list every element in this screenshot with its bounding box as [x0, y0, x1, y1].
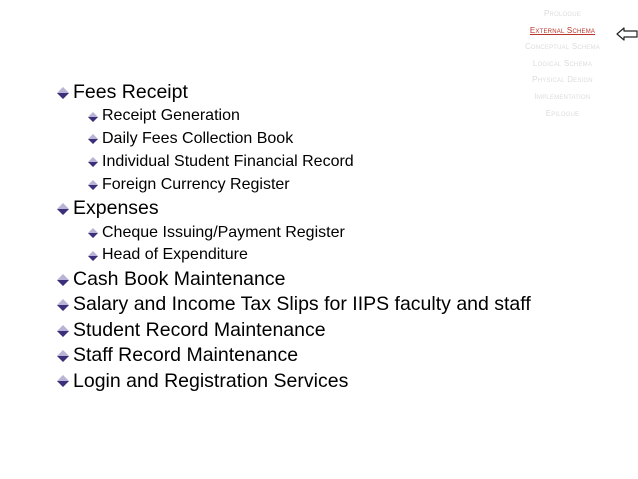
- list-item: [57, 292, 632, 317]
- diamond-bullet-icon: [88, 157, 98, 167]
- list-item-label: Expenses: [73, 197, 159, 220]
- list-item: [57, 151, 632, 174]
- list-item-label: Login and Registration Services: [73, 369, 349, 392]
- list-item-label: Daily Fees Collection Book: [102, 130, 294, 148]
- list-item-label: Salary and Income Tax Slips for IIPS faculty and staff: [73, 293, 531, 316]
- nav-item-implementation[interactable]: Implementation: [534, 91, 591, 101]
- diamond-bullet-icon: [57, 203, 69, 215]
- diamond-bullet-icon: [57, 375, 69, 387]
- list-item: [57, 128, 632, 151]
- diamond-bullet-icon: [57, 87, 69, 99]
- diamond-bullet-icon: [88, 134, 98, 144]
- list-item-label: Student Record Maintenance: [73, 318, 326, 341]
- list-item: [57, 244, 632, 267]
- list-item: [57, 369, 632, 394]
- list-item: [57, 318, 632, 343]
- diamond-bullet-icon: [88, 180, 98, 190]
- list-item-label: Fees Receipt: [73, 81, 188, 103]
- list-item: [57, 174, 632, 197]
- list-item-label: Staff Record Maintenance: [73, 344, 299, 367]
- list-item: [57, 343, 632, 368]
- nav-item-external-schema[interactable]: External Schema: [529, 25, 596, 35]
- nav-item-conceptual-schema[interactable]: Conceptual Schema: [524, 42, 601, 52]
- diamond-bullet-icon: [88, 228, 98, 238]
- list-item-label: Cash Book Maintenance: [73, 268, 286, 291]
- current-section-arrow-icon: [616, 27, 638, 41]
- diamond-bullet-icon: [57, 350, 69, 362]
- diamond-bullet-icon: [57, 274, 69, 286]
- list-item-label: Cheque Issuing/Payment Register: [102, 223, 345, 241]
- nav-item-prologue[interactable]: Prologue: [544, 9, 581, 18]
- list-item-label: Head of Expenditure: [102, 246, 248, 264]
- nav-item-epilogue[interactable]: Epilogue: [545, 108, 580, 118]
- nav-item-physical-design[interactable]: Physical Design: [532, 75, 593, 85]
- diamond-bullet-icon: [57, 325, 69, 337]
- nav-item-logical-schema[interactable]: Logical Schema: [532, 58, 593, 68]
- list-item: [57, 80, 632, 105]
- list-item-label: Individual Student Financial Record: [102, 152, 354, 170]
- list-item-label: Foreign Currency Register: [102, 175, 290, 193]
- list-item: [57, 105, 632, 128]
- list-item: [57, 196, 632, 221]
- diamond-bullet-icon: [88, 251, 98, 261]
- list-item: [57, 222, 632, 245]
- diamond-bullet-icon: [88, 112, 98, 122]
- diamond-bullet-icon: [57, 299, 69, 311]
- list-item-label: Receipt Generation: [102, 107, 240, 125]
- list-item: [57, 267, 632, 292]
- bullet-list: [57, 80, 632, 394]
